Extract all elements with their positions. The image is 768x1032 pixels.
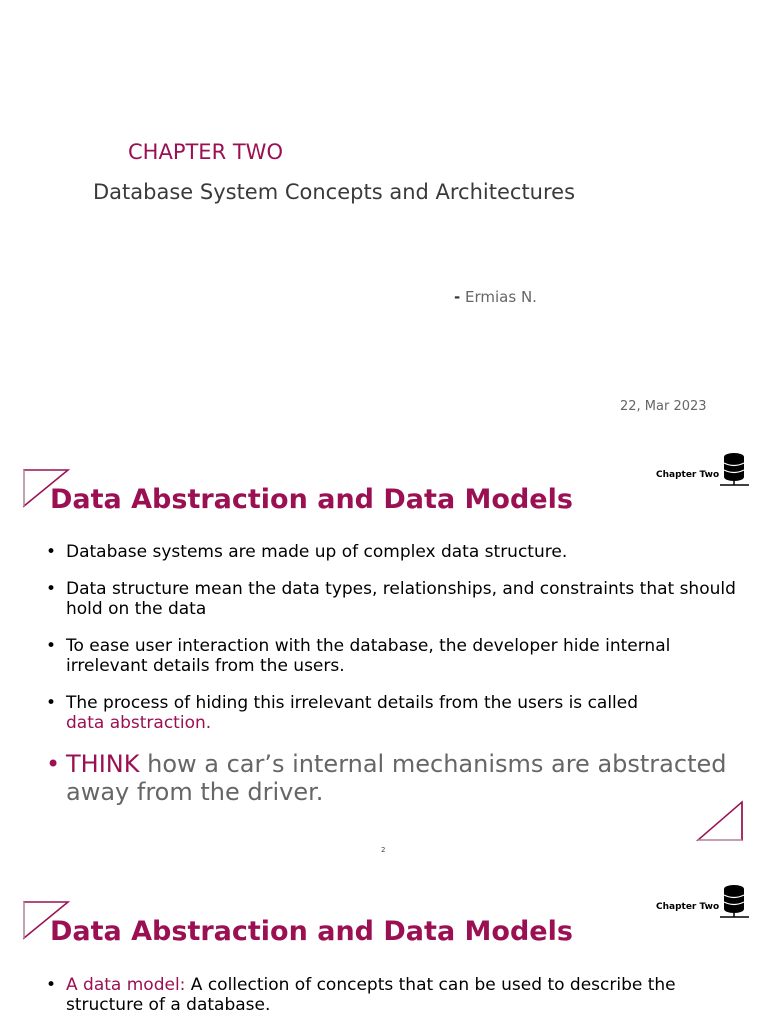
bullet-accent: data abstraction. <box>66 713 212 733</box>
slide-data-abstraction <box>0 432 768 864</box>
chapter-tag: Chapter Two <box>656 470 720 480</box>
page-number: 2 <box>381 846 386 854</box>
bullet-list <box>46 542 746 823</box>
list-item <box>46 636 746 676</box>
bullet-text: To ease user interaction with the database, the developer hide internal irrelevant details from the users. <box>66 636 671 676</box>
database-icon <box>720 452 750 488</box>
slide-heading: Data Abstraction and Data Models <box>50 916 573 947</box>
chapter-tag: Chapter Two <box>656 902 720 912</box>
think-accent: THINK <box>66 750 140 778</box>
author-dash: - <box>454 288 461 306</box>
presentation-date: 22, Mar 2023 <box>620 399 707 414</box>
slide-heading: Data Abstraction and Data Models <box>50 484 573 515</box>
title-slide <box>0 0 768 432</box>
list-item <box>46 579 746 619</box>
bullet-list <box>46 975 746 1032</box>
bullet-text: Data structure mean the data types, relationships, and constraints that should hold on the data <box>66 579 736 619</box>
chapter-title: Database System Concepts and Architectures <box>93 180 576 204</box>
list-item: • Database systems are made up of complex data structure. <box>46 542 746 562</box>
author-line <box>454 288 537 306</box>
bullet-accent: A data model: <box>66 975 186 995</box>
bullet-text: A collection of concepts that can be used to describe the structure of a database. <box>66 975 676 1015</box>
corner-bracket-icon <box>696 800 744 842</box>
list-item <box>46 693 746 733</box>
bullet-text: The process of hiding this irrelevant details from the users is called <box>66 693 639 713</box>
database-icon <box>720 884 750 920</box>
slide-data-models <box>0 864 768 1024</box>
think-text: how a car’s internal mechanisms are abstracted away from the driver. <box>66 750 727 806</box>
list-item <box>46 975 746 1015</box>
chapter-label: CHAPTER TWO <box>128 140 283 164</box>
author-name: Ermias N. <box>460 288 537 306</box>
list-item <box>46 750 746 806</box>
